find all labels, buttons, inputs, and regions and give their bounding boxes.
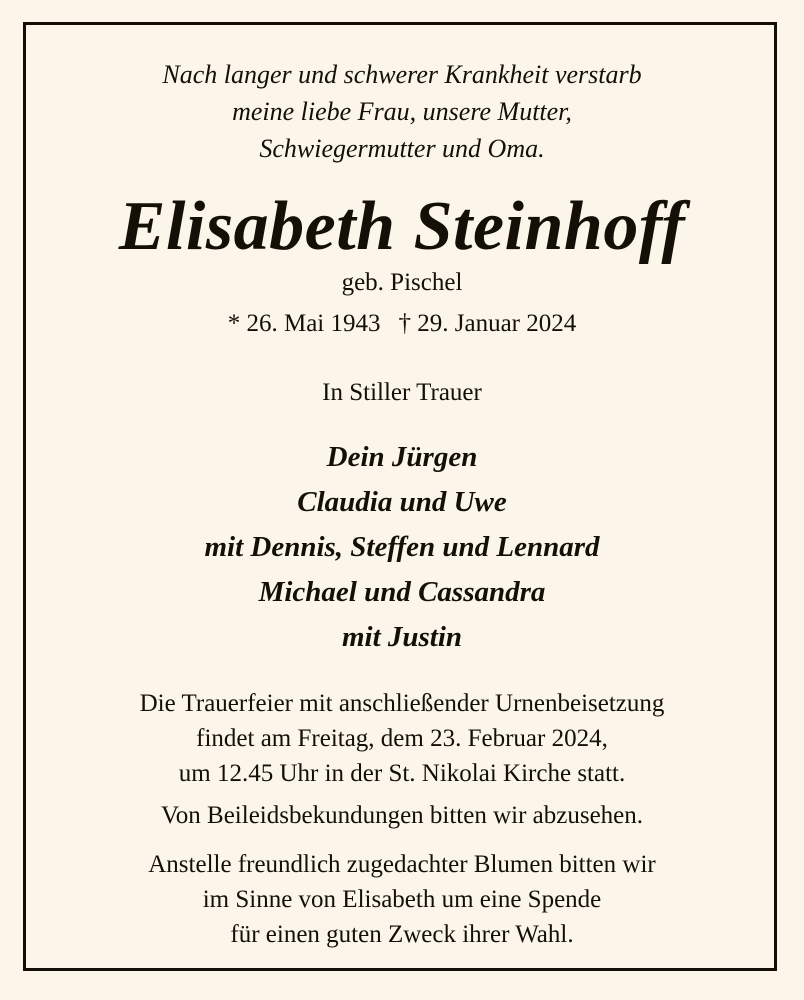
life-dates <box>0 307 804 341</box>
donation-line: Anstelle freundlich zugedachter Blumen bitten wir <box>148 851 656 878</box>
family-line: Claudia und Uwe <box>297 486 507 518</box>
donation-line: für einen guten Zweck ihrer Wahl. <box>230 921 574 948</box>
family-list <box>0 435 804 660</box>
intro-line: Nach langer und schwerer Krankheit verstarb <box>162 60 642 89</box>
condolence-note: Von Beileidsbekundungen bitten wir abzusehen. <box>160 802 644 829</box>
ceremony-line: findet am Freitag, dem 23. Februar 2024, <box>196 725 608 752</box>
intro-line: meine liebe Frau, unsere Mutter, <box>232 97 572 126</box>
birth-date: * 26. Mai 1943 <box>227 310 381 337</box>
intro-text <box>0 56 804 167</box>
donation-note <box>0 847 804 952</box>
family-line: Michael und Cassandra <box>258 576 546 608</box>
ceremony-line: um 12.45 Uhr in der St. Nikolai Kirche statt. <box>178 760 626 787</box>
death-date: † 29. Januar 2024 <box>398 310 577 337</box>
deceased-name: Elisabeth Steinhoff <box>118 188 686 265</box>
birth-name: geb. Pischel <box>341 269 463 296</box>
intro-line: Schwiegermutter und Oma. <box>259 134 545 163</box>
family-line: mit Justin <box>341 621 463 653</box>
mourning-line: In Stiller Trauer <box>322 379 482 406</box>
family-line: Dein Jürgen <box>326 441 478 473</box>
family-line: mit Dennis, Steffen und Lennard <box>204 531 600 563</box>
ceremony-info <box>0 686 804 791</box>
ceremony-line: Die Trauerfeier mit anschließender Urnenbeisetzung <box>139 690 665 717</box>
donation-line: im Sinne von Elisabeth um eine Spende <box>202 886 602 913</box>
